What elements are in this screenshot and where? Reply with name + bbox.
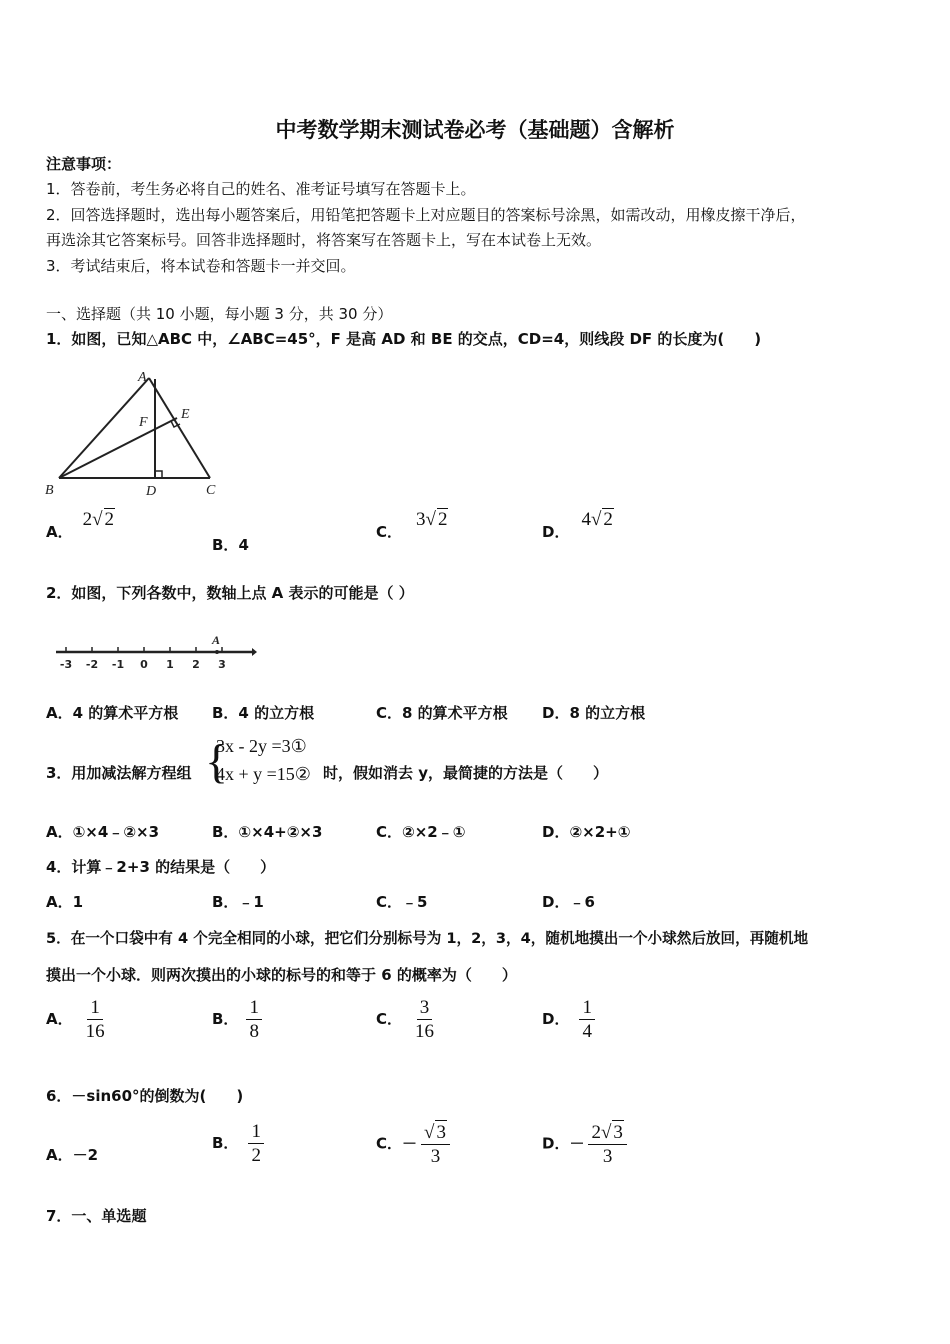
q6-option-b[interactable]: B． $\frac{1}{2}$ — [212, 1120, 264, 1167]
svg-text:-3: -3 — [59, 658, 73, 671]
question-3-stem-cont: 时，假如消去 y，最简捷的方法是（ ） — [323, 764, 609, 782]
svg-text:-2: -2 — [85, 658, 99, 671]
notice-item-2-cont: 再选涂其它答案标号。回答非选择题时，将答案写在答题卡上，写在本试卷上无效。 — [46, 231, 602, 249]
question-3-stem: 3．用加减法解方程组 — [46, 764, 192, 782]
label-d: D — [146, 484, 157, 499]
q6-option-c[interactable]: C．－ $\frac{√ 3}{3}$ — [376, 1120, 450, 1168]
notice-heading: 注意事项： — [46, 155, 122, 173]
q4-option-a[interactable]: A．1 — [46, 893, 84, 911]
q2-option-d[interactable]: D．8 的立方根 — [542, 704, 646, 722]
equation-2: 4x + y =15② — [216, 764, 311, 784]
question-7-stem: 7．一、单选题 — [46, 1207, 147, 1225]
point-a-dot — [215, 650, 219, 654]
q3-option-a[interactable]: A．①×4﹣②×3 — [46, 823, 160, 841]
question-1-stem: 1．如图，已知△ABC 中，∠ABC=45°，F 是高 AD 和 BE 的交点，CD=4，则线段 DF 的长度为( ) — [46, 330, 762, 348]
q3-option-b[interactable]: B．①×4+②×3 — [212, 823, 323, 841]
system-brace: { — [205, 735, 229, 788]
right-angle-d — [155, 471, 162, 478]
label-c: C — [206, 483, 216, 498]
q2-option-c[interactable]: C．8 的算术平方根 — [376, 704, 508, 722]
svg-text:1: 1 — [166, 658, 174, 671]
q5-option-c[interactable]: C． $\frac{3}{16}$ — [376, 997, 435, 1042]
question-2-stem: 2．如图，下列各数中，数轴上点 A 表示的可能是（ ） — [46, 584, 414, 602]
q1-option-c[interactable]: C．3√ 2 — [376, 509, 448, 541]
q4-option-d[interactable]: D．﹣6 — [542, 893, 595, 911]
notice-item-2: 2．回答选择题时，选出每小题答案后，用铅笔把答题卡上对应题目的答案标号涂黑，如需改动，用橡皮擦干净后， — [46, 206, 806, 224]
question-5-stem-cont: 摸出一个小球．则两次摸出的小球的标号的和等于 6 的概率为（ ） — [46, 966, 517, 984]
q4-option-c[interactable]: C．﹣5 — [376, 893, 428, 911]
q5-option-a[interactable]: A． $\frac{1}{16}$ — [46, 997, 105, 1042]
q6-option-a[interactable]: A．－2 — [46, 1146, 99, 1164]
q5-option-d[interactable]: D． $\frac{1}{4}$ — [542, 996, 595, 1043]
svg-text:-1: -1 — [111, 658, 125, 671]
notice-item-1: 1．答卷前，考生务必将自己的姓名、准考证号填写在答题卡上。 — [46, 180, 476, 198]
q2-option-b[interactable]: B．4 的立方根 — [212, 704, 315, 722]
q6-option-d[interactable]: D．－ $\frac{2√ 3}{3}$ — [542, 1120, 627, 1168]
altitude-be — [59, 418, 177, 478]
label-b: B — [45, 483, 54, 498]
side-ab — [59, 378, 149, 478]
option-label: A． — [46, 523, 73, 541]
notice-item-3: 3．考试结束后，将本试卷和答题卡一并交回。 — [46, 257, 356, 275]
q1-option-d[interactable]: D．4√ 2 — [542, 509, 613, 541]
q3-option-c[interactable]: C．②×2﹣① — [376, 823, 466, 841]
option-value: 2√ 2 — [82, 509, 115, 530]
section-heading: 一、选择题（共 10 小题，每小题 3 分，共 30 分） — [46, 305, 393, 323]
label-a: A — [138, 370, 147, 385]
label-f: F — [139, 415, 148, 430]
point-a-label: A — [212, 633, 221, 647]
q5-option-b[interactable]: B． $\frac{1}{8}$ — [212, 996, 262, 1043]
label-e: E — [181, 407, 190, 422]
equation-1: 3x - 2y =3① — [216, 736, 307, 756]
svg-text:3: 3 — [218, 658, 226, 671]
svg-text:0: 0 — [140, 658, 148, 671]
svg-text:2: 2 — [192, 658, 200, 671]
question-5-stem: 5．在一个口袋中有 4 个完全相同的小球，把它们分别标号为 1，2，3，4，随机地摸出一个小球然后放回，再随机地 — [46, 930, 809, 947]
q3-option-d[interactable]: D．②×2+① — [542, 823, 631, 841]
triangle-figure — [40, 366, 225, 501]
page-title: 中考数学期末测试卷必考（基础题）含解析 — [275, 118, 675, 142]
q2-option-a[interactable]: A．4 的算术平方根 — [46, 704, 179, 722]
question-6-stem: 6．－sin60°的倒数为( ) — [46, 1087, 244, 1105]
q1-option-a[interactable] — [46, 509, 115, 543]
q4-option-b[interactable]: B．﹣1 — [212, 893, 264, 911]
q1-option-b[interactable]: B．4 — [212, 536, 249, 554]
question-4-stem: 4．计算﹣2+3 的结果是（ ） — [46, 858, 276, 876]
number-line-figure — [52, 632, 257, 676]
